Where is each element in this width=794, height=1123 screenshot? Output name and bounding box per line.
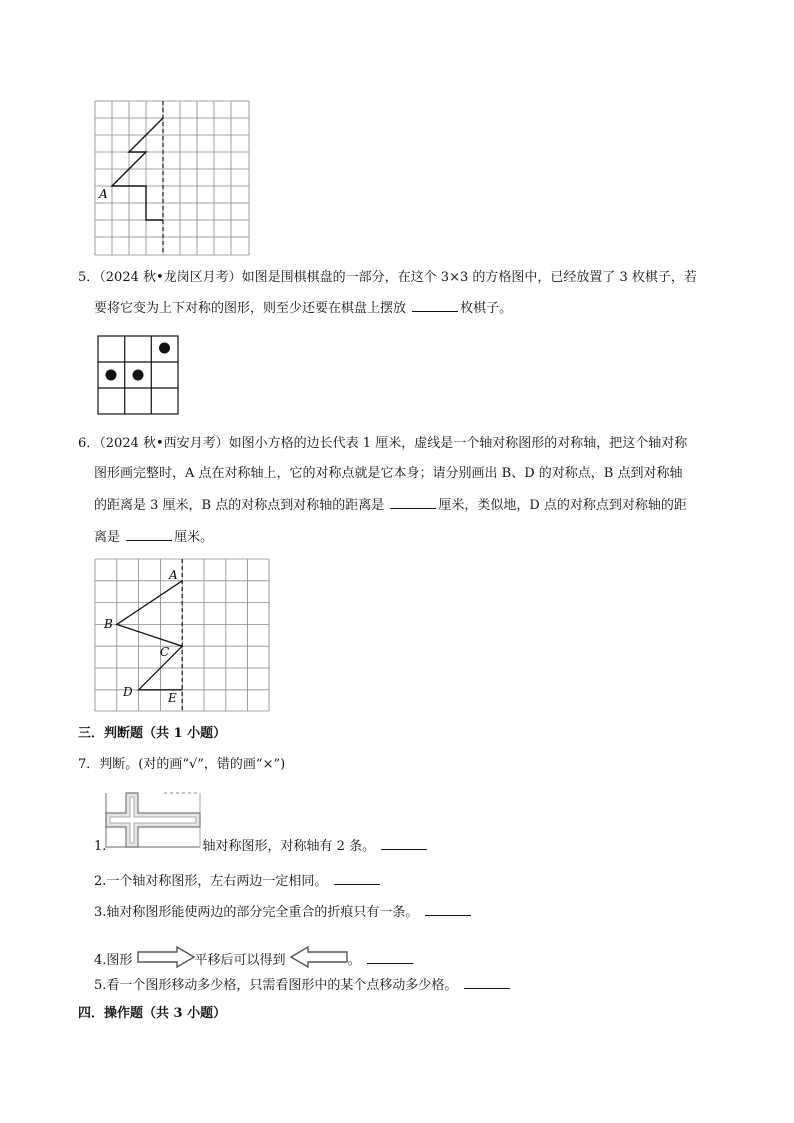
q7-item3 xyxy=(94,904,473,921)
go-board-diagram xyxy=(97,335,179,415)
go-stone xyxy=(106,370,117,381)
q7-item1-text: 轴对称图形，对称轴有 2 条。 xyxy=(202,839,376,854)
q6-point-a-label: A xyxy=(169,568,178,582)
section3-heading: 三．判断题（共 1 小题） xyxy=(78,726,227,741)
q7-number: 7． xyxy=(78,757,100,772)
q6-number: 6． xyxy=(78,436,100,451)
q6-answer-blank-1[interactable] xyxy=(390,497,436,509)
q6-point-c-label: C xyxy=(160,645,170,659)
q7-item4-text-b: 平移后可以得到 xyxy=(194,953,286,968)
q7-item2-answer-blank[interactable] xyxy=(334,873,380,885)
q5-number: 5． xyxy=(78,270,100,285)
right-arrow-shape xyxy=(137,946,195,968)
left-arrow-shape xyxy=(290,946,348,968)
q6-answer-blank-2[interactable] xyxy=(126,529,172,541)
q7-item3-answer-blank[interactable] xyxy=(425,904,471,916)
q7-item5 xyxy=(94,977,512,994)
figure1-grid-diagram xyxy=(94,100,250,256)
q6-text-line4a: 离是 xyxy=(94,530,121,545)
q7-item5-text: 5.看一个图形移动多少格，只需看图形中的某个点移动多少格。 xyxy=(94,978,458,993)
q7-item5-answer-blank[interactable] xyxy=(464,977,510,989)
figure1-point-a-label: A xyxy=(99,187,108,201)
q7-intro: 判断。(对的画“√”，错的画“×”) xyxy=(99,757,286,772)
q5-source: （2024 秋•龙岗区月考） xyxy=(99,270,242,285)
q7-item1-number: 1. xyxy=(94,839,107,854)
q6-line3 xyxy=(94,497,687,514)
section4-heading: 四．操作题（共 3 小题） xyxy=(78,1006,227,1021)
q5-line2 xyxy=(94,300,512,317)
q7-item1 xyxy=(94,838,429,855)
q5-text-line2a: 要将它变为上下对称的图形，则至少还要在棋盘上摆放 xyxy=(94,301,407,316)
q5-text-line2b: 枚棋子。 xyxy=(460,301,513,316)
q7-item4-text-a: 4.图形 xyxy=(94,953,133,968)
q5-line1 xyxy=(78,270,697,286)
q6-point-e-label: E xyxy=(168,691,177,705)
q6-line2: 图形画完整时，A 点在对称轴上，它的对称点就是它本身；请分别画出 B、D 的对称点，B 点到对称轴 xyxy=(94,466,683,481)
q7-item2-text: 2.一个轴对称图形，左右两边一定相同。 xyxy=(94,874,328,889)
q6-point-b-label: B xyxy=(104,617,113,631)
q6-point-d-label: D xyxy=(123,685,133,699)
q6-line4 xyxy=(94,529,213,546)
q7-item3-text: 3.轴对称图形能使两边的部分完全重合的折痕只有一条。 xyxy=(94,905,419,920)
q6-text-line3b: 厘米，类似地，D 点的对称点到对称轴的距 xyxy=(438,498,687,513)
q6-text-line4b: 厘米。 xyxy=(174,530,214,545)
q6-source: （2024 秋•西安月考） xyxy=(99,436,229,451)
go-stone xyxy=(133,370,144,381)
q5-text-line1: 如图是围棋棋盘的一部分，在这个 3×3 的方格图中，已经放置了 3 枚棋子，若 xyxy=(241,270,697,285)
q6-grid-diagram xyxy=(94,558,270,712)
q7-item1-answer-blank[interactable] xyxy=(381,838,427,850)
q5-answer-blank[interactable] xyxy=(412,300,458,312)
go-stone xyxy=(159,343,170,354)
q6-line1 xyxy=(78,436,687,452)
q7-item4-text-c: 。 xyxy=(347,953,361,968)
q7-item2 xyxy=(94,873,382,890)
q6-text-line3a: 的距离是 3 厘米，B 点的对称点到对称轴的距离是 xyxy=(94,498,385,513)
q6-text-line1: 如图小方格的边长代表 1 厘米，虚线是一个轴对称图形的对称轴，把这个轴对称 xyxy=(228,436,688,451)
q7-item4 xyxy=(94,946,415,969)
q7-intro-line xyxy=(78,757,285,773)
q7-item4-answer-blank[interactable] xyxy=(367,952,413,964)
